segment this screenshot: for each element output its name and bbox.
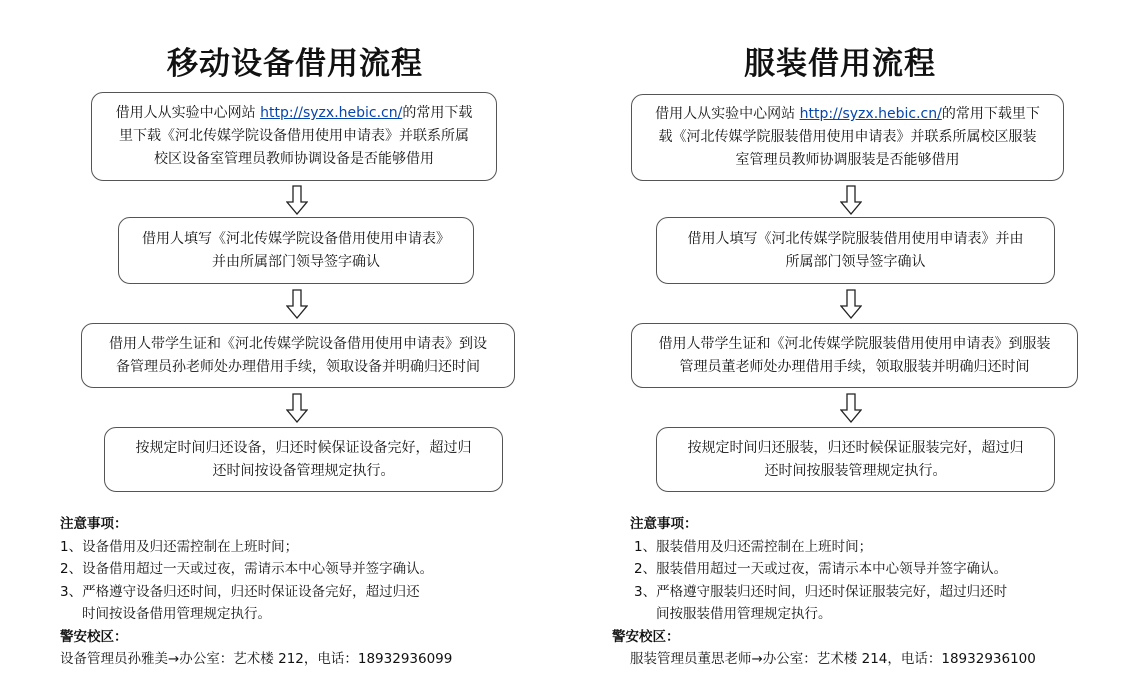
- right-contact: 服装管理员董思老师→办公室：艺术楼 214，电话：18932936100: [630, 651, 1036, 667]
- right-step4-line2: 还时间按服装管理规定执行。: [764, 462, 947, 479]
- left-step4-line2: 还时间按设备管理规定执行。: [212, 462, 395, 479]
- left-step4-box: [104, 427, 503, 492]
- right-step4-box: [656, 427, 1055, 492]
- left-note-3: 3、严格遵守设备归还时间，归还时保证设备完好，超过归还: [60, 583, 420, 600]
- right-campus: 警安校区：: [612, 628, 680, 645]
- right-step1-post: 的常用下载里下: [941, 106, 1040, 122]
- left-step2-line2: 并由所属部门领导签字确认: [212, 253, 380, 270]
- left-step2-line1: 借用人填写《河北传媒学院设备借用使用申请表》: [142, 230, 450, 247]
- down-arrow-icon: [286, 289, 308, 319]
- left-step2-box: [118, 217, 474, 284]
- right-note-3: 3、严格遵守服装归还时间，归还时保证服装完好，超过归还时: [634, 583, 1008, 600]
- left-note-3-cont: 时间按设备借用管理规定执行。: [82, 606, 271, 622]
- right-step2-box: [656, 217, 1055, 284]
- right-note-2: 2、服装借用超过一天或过夜，需请示本中心领导并签字确认。: [634, 561, 1008, 577]
- left-campus: 警安校区：: [60, 628, 128, 645]
- right-note-1: 1、服装借用及归还需控制在上班时间；: [634, 538, 873, 555]
- left-step4-line1: 按规定时间归还设备，归还时候保证设备完好，超过归: [135, 439, 472, 456]
- down-arrow-icon: [840, 289, 862, 319]
- right-step1-line3: 室管理员教师协调服装是否能够借用: [735, 152, 960, 168]
- left-notes: [60, 513, 560, 671]
- left-step3-line2: 备管理员孙老师处办理借用手续，领取设备并明确归还时间: [116, 358, 480, 375]
- right-title: 服装借用流程: [744, 46, 936, 82]
- left-contact: 设备管理员孙雅美→办公室：艺术楼 212，电话：18932936099: [60, 651, 453, 667]
- right-step3-line2: 管理员董老师处办理借用手续，领取服装并明确归还时间: [679, 358, 1030, 375]
- right-note-3-cont: 间按服装借用管理规定执行。: [656, 606, 832, 622]
- right-step1-pre: 借用人从实验中心网站: [655, 106, 800, 122]
- down-arrow-icon: [840, 393, 862, 423]
- left-step3-line1: 借用人带学生证和《河北传媒学院设备借用使用申请表》到设: [109, 335, 487, 352]
- left-step1-box: [91, 92, 497, 181]
- right-step3-line1: 借用人带学生证和《河北传媒学院服装借用使用申请表》到服装: [658, 335, 1051, 352]
- left-title: 移动设备借用流程: [167, 46, 423, 82]
- right-download-link[interactable]: http://syzx.hebic.cn/: [799, 106, 942, 122]
- right-notes: [612, 513, 1122, 671]
- left-note-1: 1、设备借用及归还需控制在上班时间；: [60, 538, 299, 555]
- left-download-link[interactable]: http://syzx.hebic.cn/: [260, 105, 403, 121]
- left-step1-post: 的常用下载: [402, 105, 473, 121]
- right-step1-line2: 载《河北传媒学院服装借用使用申请表》并联系所属校区服装: [658, 129, 1037, 145]
- left-step1-line2: 里下载《河北传媒学院设备借用使用申请表》并联系所属: [118, 128, 469, 144]
- down-arrow-icon: [286, 393, 308, 423]
- left-step1-pre: 借用人从实验中心网站: [115, 105, 261, 121]
- down-arrow-icon: [286, 185, 308, 215]
- right-step4-line1: 按规定时间归还服装，归还时候保证服装完好，超过归: [687, 439, 1024, 456]
- right-step3-box: [631, 323, 1078, 388]
- down-arrow-icon: [840, 185, 862, 215]
- right-step2-line1: 借用人填写《河北传媒学院服装借用使用申请表》并由: [687, 230, 1024, 247]
- left-note-2: 2、设备借用超过一天或过夜，需请示本中心领导并签字确认。: [60, 561, 434, 577]
- right-step1-box: [631, 94, 1064, 181]
- left-step3-box: [81, 323, 515, 388]
- left-notes-title: 注意事项：: [60, 516, 128, 532]
- left-step1-line3: 校区设备室管理员教师协调设备是否能够借用: [153, 151, 434, 167]
- right-step2-line2: 所属部门领导签字确认: [785, 253, 926, 270]
- right-notes-title: 注意事项：: [630, 516, 698, 532]
